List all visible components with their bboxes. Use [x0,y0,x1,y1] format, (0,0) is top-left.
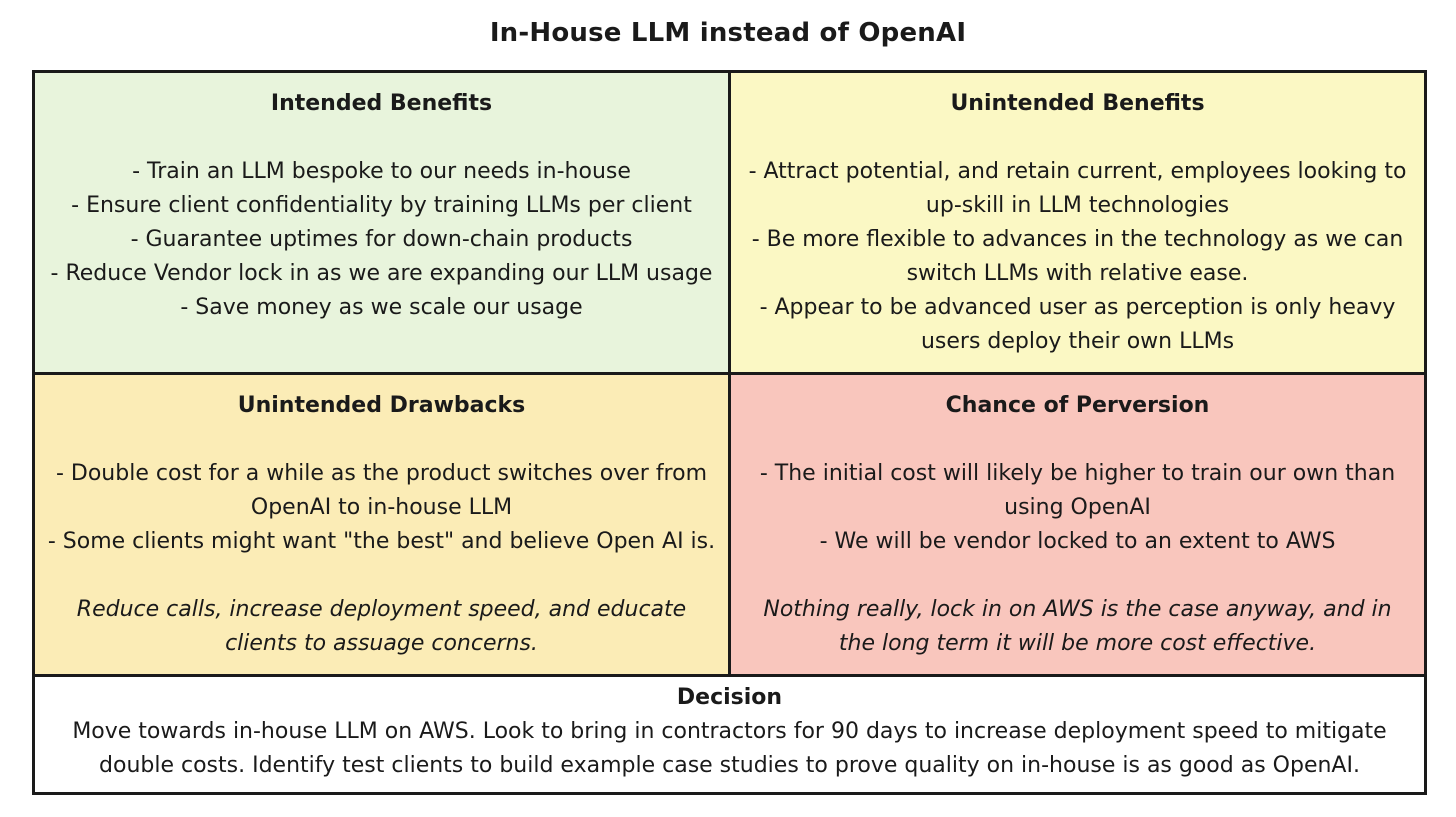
decision-heading: Decision [676,685,783,710]
mitigation-note: Nothing really, lock in on AWS is the case anyway, and in the long term it will be more cost effective. [763,597,1392,656]
page-title: In-House LLM instead of OpenAI [489,18,967,48]
list-item: - Reduce Vendor lock in as we are expanding our LLM usage [50,261,713,286]
decision-text: Move towards in-house LLM on AWS. Look to bring in contractors for 90 days to increase deployment speed to mitigate double costs. Identify test clients to build example case studies to prove quality on in-house is as good as OpenAI. [72,719,1387,778]
list-item: - Appear to be advanced user as perception is only heavy users deploy their own LLMs [759,295,1396,354]
decision-matrix [32,70,1427,795]
unintended-benefits-list [743,155,1412,359]
list-item: - Save money as we scale our usage [180,295,583,320]
list-item: - Some clients might want "the best" and believe Open AI is. [47,529,716,554]
chance-of-perversion-heading: Chance of Perversion [945,393,1210,418]
unintended-benefits-panel [731,73,1424,375]
unintended-drawbacks-panel [35,375,731,677]
intended-benefits-heading: Intended Benefits [270,91,493,116]
unintended-drawbacks-list [47,457,716,559]
mitigation-note: Reduce calls, increase deployment speed, and educate clients to assuage concerns. [76,597,687,656]
list-item: - Double cost for a while as the product switches over from OpenAI to in-house LLM [55,461,708,520]
list-item: - We will be vendor locked to an extent to AWS [819,529,1336,554]
chance-of-perversion-panel [731,375,1424,677]
unintended-drawbacks-heading: Unintended Drawbacks [237,393,526,418]
intended-benefits-panel [35,73,731,375]
list-item: - The initial cost will likely be higher to train our own than using OpenAI [759,461,1396,520]
chance-of-perversion-list [743,457,1412,559]
decision-panel [35,677,1424,792]
list-item: - Be more flexible to advances in the technology as we can switch LLMs with relative ease. [751,227,1404,286]
list-item: - Train an LLM bespoke to our needs in-house [132,159,631,184]
list-item: - Attract potential, and retain current, employees looking to up-skill in LLM technologies [748,159,1407,218]
list-item: - Ensure client confidentiality by training LLMs per client [71,193,692,218]
list-item: - Guarantee uptimes for down-chain products [130,227,633,252]
intended-benefits-list [47,155,716,325]
unintended-benefits-heading: Unintended Benefits [950,91,1205,116]
